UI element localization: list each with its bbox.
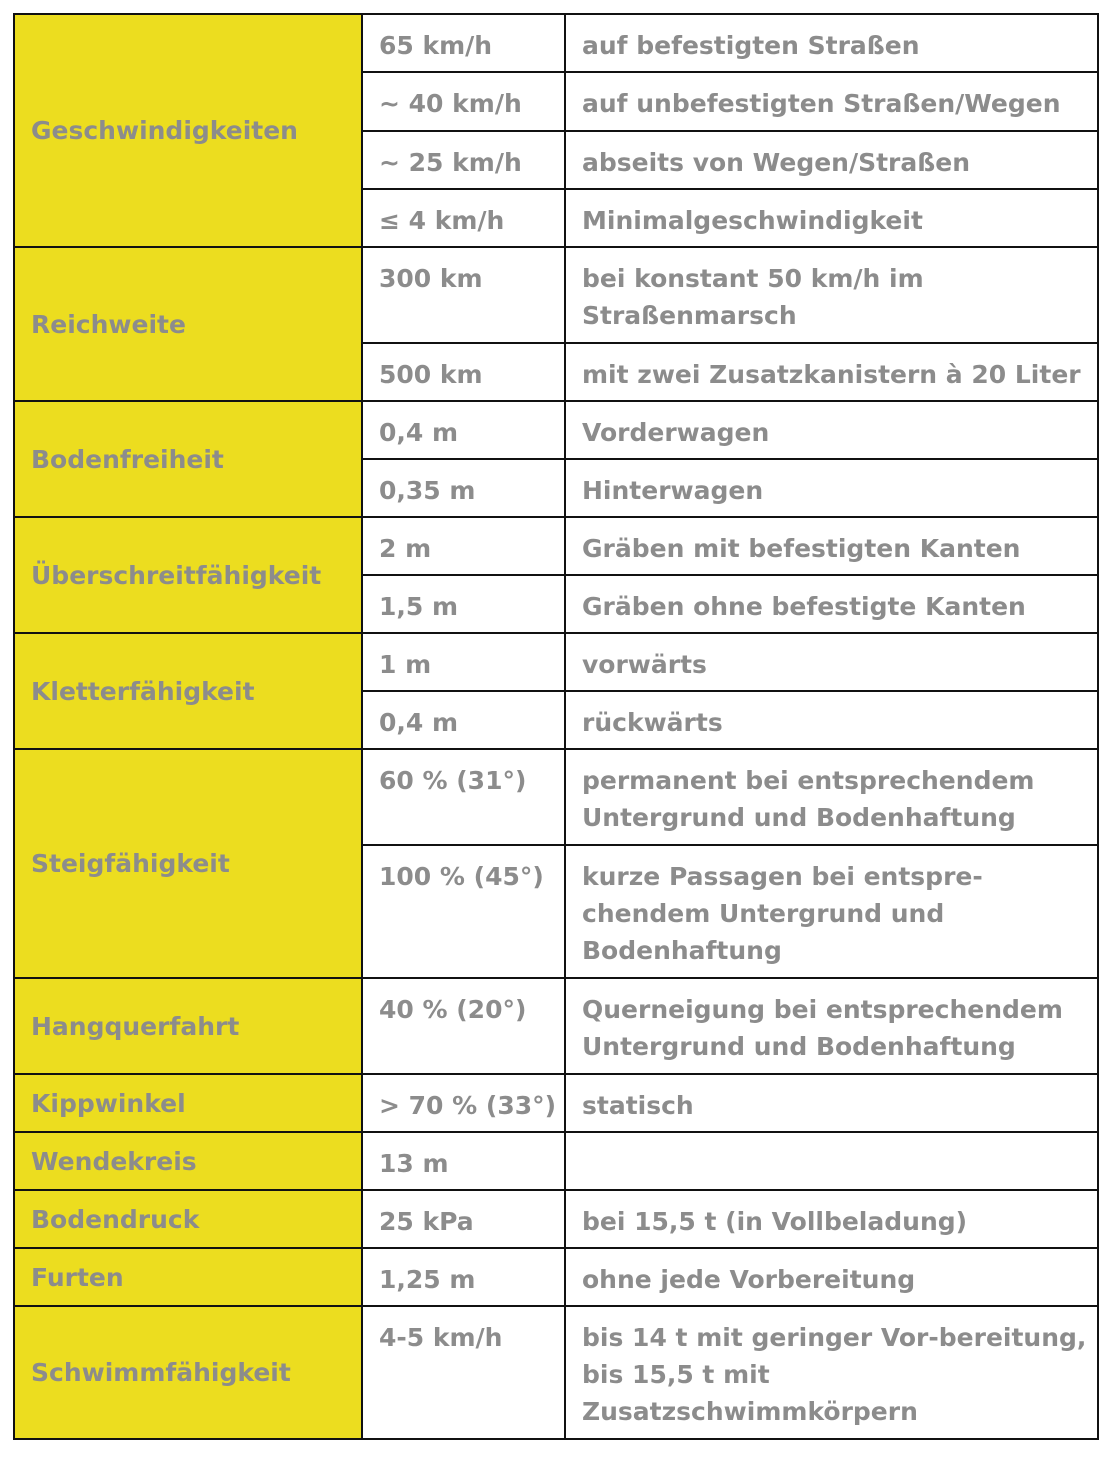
value-cell: ~ 25 km/h <box>362 131 565 189</box>
table-row <box>14 1190 1098 1248</box>
value-cell: 0,4 m <box>362 691 565 749</box>
description-cell: Querneigung bei entsprechendem Untergrund und Bodenhaftung <box>565 978 1098 1074</box>
category-cell: Steigfähigkeit <box>14 749 362 978</box>
description-cell: permanent bei entsprechendem Untergrund und Bodenhaftung <box>565 749 1098 845</box>
value-cell: 1 m <box>362 633 565 691</box>
description-cell: ohne jede Vorbereitung <box>565 1248 1098 1306</box>
value-cell: 0,4 m <box>362 401 565 459</box>
value-cell: 500 km <box>362 343 565 401</box>
table-row <box>14 401 1098 459</box>
description-cell: mit zwei Zusatzkanistern à 20 Liter <box>565 343 1098 401</box>
value-cell: ≤ 4 km/h <box>362 189 565 247</box>
category-cell: Furten <box>14 1248 362 1306</box>
description-cell: rückwärts <box>565 691 1098 749</box>
table-row <box>14 978 1098 1074</box>
description-cell: bis 14 t mit geringer Vor-bereitung, bis 15,5 t mit Zusatzschwimmkörpern <box>565 1306 1098 1439</box>
value-cell: 2 m <box>362 517 565 575</box>
table-row <box>14 1132 1098 1190</box>
category-cell: Geschwindigkeiten <box>14 14 362 247</box>
category-cell: Reichweite <box>14 247 362 401</box>
description-cell: Hinterwagen <box>565 459 1098 517</box>
category-cell: Bodendruck <box>14 1190 362 1248</box>
category-cell: Kippwinkel <box>14 1074 362 1132</box>
value-cell: > 70 % (33°) <box>362 1074 565 1132</box>
value-cell: 60 % (31°) <box>362 749 565 845</box>
value-cell: 25 kPa <box>362 1190 565 1248</box>
spec-table <box>13 13 1099 1440</box>
description-cell: Gräben mit befestigten Kanten <box>565 517 1098 575</box>
table-row <box>14 633 1098 691</box>
category-cell: Kletterfähigkeit <box>14 633 362 749</box>
table-row <box>14 1074 1098 1132</box>
description-cell: auf befestigten Straßen <box>565 14 1098 72</box>
category-cell: Wendekreis <box>14 1132 362 1190</box>
description-cell: Vorderwagen <box>565 401 1098 459</box>
table-row <box>14 247 1098 343</box>
description-cell: Minimalgeschwindigkeit <box>565 189 1098 247</box>
value-cell: 40 % (20°) <box>362 978 565 1074</box>
category-cell: Schwimmfähigkeit <box>14 1306 362 1439</box>
table-row <box>14 749 1098 845</box>
value-cell: 65 km/h <box>362 14 565 72</box>
description-cell: vorwärts <box>565 633 1098 691</box>
value-cell: 1,25 m <box>362 1248 565 1306</box>
value-cell: 4-5 km/h <box>362 1306 565 1439</box>
category-cell: Bodenfreiheit <box>14 401 362 517</box>
table-row <box>14 14 1098 72</box>
description-cell <box>565 1132 1098 1190</box>
table-row <box>14 1306 1098 1439</box>
description-cell: bei 15,5 t (in Vollbeladung) <box>565 1190 1098 1248</box>
value-cell: 1,5 m <box>362 575 565 633</box>
table-row <box>14 517 1098 575</box>
description-cell: Gräben ohne befestigte Kanten <box>565 575 1098 633</box>
value-cell: 300 km <box>362 247 565 343</box>
description-cell: abseits von Wegen/Straßen <box>565 131 1098 189</box>
value-cell: 0,35 m <box>362 459 565 517</box>
table-row <box>14 1248 1098 1306</box>
category-cell: Überschreitfähigkeit <box>14 517 362 633</box>
description-cell: statisch <box>565 1074 1098 1132</box>
category-cell: Hangquerfahrt <box>14 978 362 1074</box>
spec-table-body <box>14 14 1098 1439</box>
description-cell: kurze Passagen bei entspre-chendem Untergrund und Bodenhaftung <box>565 845 1098 978</box>
value-cell: ~ 40 km/h <box>362 72 565 131</box>
description-cell: bei konstant 50 km/h im Straßenmarsch <box>565 247 1098 343</box>
value-cell: 100 % (45°) <box>362 845 565 978</box>
description-cell: auf unbefestigten Straßen/Wegen <box>565 72 1098 131</box>
value-cell: 13 m <box>362 1132 565 1190</box>
